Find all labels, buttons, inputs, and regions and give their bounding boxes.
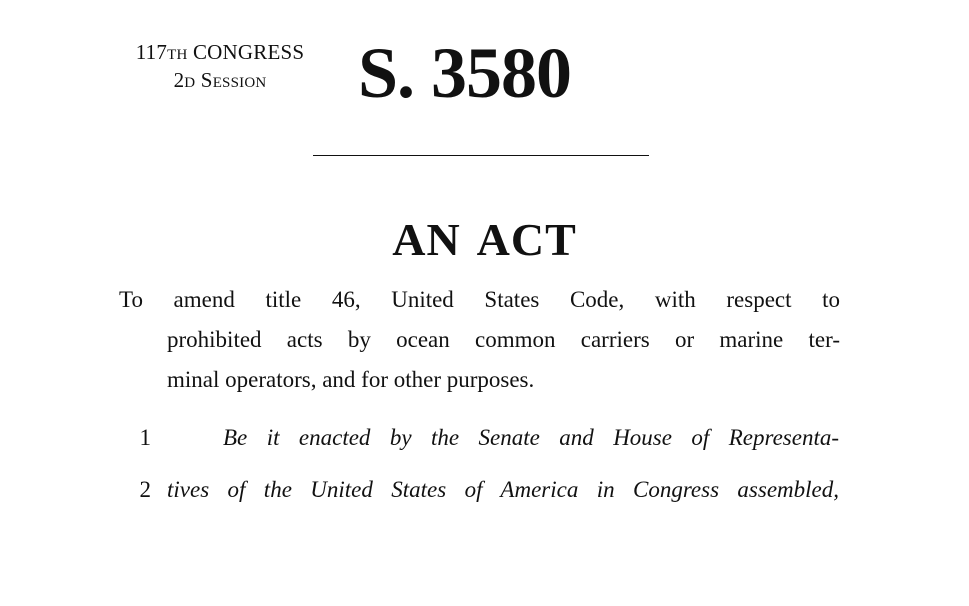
session-label — [112, 68, 328, 96]
congress-label — [112, 40, 328, 68]
purpose-line-3: minal operators, and for other purposes. — [167, 367, 535, 392]
act-title: AN ACT — [392, 214, 577, 265]
session-rest: ESSION — [212, 75, 267, 91]
enacting-text: tives of the United States of America in Congress assembled, — [167, 477, 839, 502]
session-initial: S — [200, 68, 213, 92]
header-divider — [313, 155, 649, 156]
purpose-clause — [119, 280, 840, 400]
congress-number: 117 — [135, 40, 168, 64]
session-suffix: D — [184, 75, 196, 91]
congress-word: CONGRESS — [192, 40, 305, 64]
enacting-text: Be it enacted by the Senate and House of Representa- — [223, 425, 839, 450]
purpose-line-2: prohibited acts by ocean common carriers or marine ter- — [167, 327, 840, 352]
congress-session-header — [112, 40, 328, 96]
session-number: 2 — [173, 68, 185, 92]
line-number: 2 — [139, 477, 151, 502]
bill-number: S. 3580 — [358, 33, 572, 113]
line-number: 1 — [139, 425, 151, 450]
purpose-line-1: To amend title 46, United States Code, with respect to — [119, 287, 840, 312]
congress-suffix: TH — [167, 47, 188, 63]
